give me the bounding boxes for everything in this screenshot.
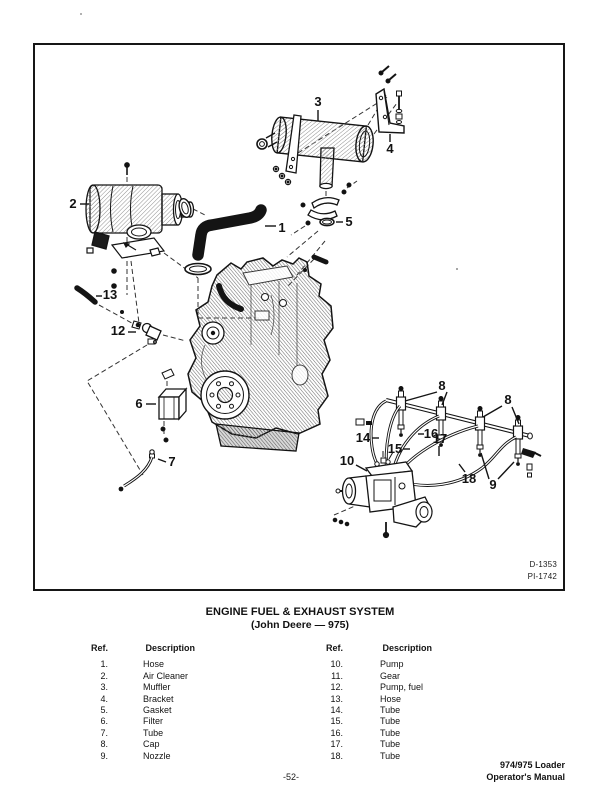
table-row (84, 751, 195, 762)
row-ref: 11. (331, 670, 343, 681)
row-ref: 15. (330, 716, 343, 727)
callout-5: 5 (345, 214, 353, 229)
row-ref: 1. (100, 659, 108, 670)
table-row (319, 682, 432, 693)
ref-header: Ref. (325, 643, 343, 653)
table-row (84, 705, 195, 716)
callout-13: 13 (102, 287, 118, 302)
callout-17: 17 (432, 431, 448, 446)
table-row (319, 716, 432, 727)
table-row (319, 694, 432, 705)
row-desc: Hose (380, 693, 402, 704)
table-header-right (319, 643, 432, 654)
table-header-left (84, 643, 195, 654)
manual-title-line2: Operator's Manual (486, 771, 565, 782)
table-row (319, 671, 432, 682)
parts-table-left (84, 643, 195, 762)
callout-9: 9 (489, 477, 497, 492)
callout-1: 1 (278, 220, 286, 235)
figure-title: ENGINE FUEL & EXHAUST SYSTEM (205, 606, 395, 618)
muffler-part (257, 115, 375, 189)
callout-15: 15 (387, 441, 403, 456)
table-row (84, 728, 195, 739)
nozzle-part (521, 448, 536, 458)
row-desc: Tube (380, 727, 401, 738)
callout-10: 10 (339, 453, 355, 468)
row-desc: Tube (380, 704, 401, 715)
manual-title-line1: 974/975 Loader (499, 760, 565, 770)
callout-2: 2 (69, 196, 77, 211)
figure-subtitle: (John Deere — 975) (250, 619, 350, 631)
row-ref: 4. (100, 693, 108, 704)
row-desc: Nozzle (143, 750, 171, 761)
row-ref: 3. (100, 682, 108, 693)
row-ref: 17. (330, 739, 343, 750)
exploded-parts-diagram (35, 45, 563, 589)
description-header: Description (145, 643, 196, 653)
air-cleaner-part (86, 163, 194, 249)
row-desc: Bracket (143, 693, 174, 704)
row-ref: 18. (330, 750, 343, 761)
row-desc: Filter (143, 716, 163, 727)
callout-16: 16 (423, 426, 439, 441)
row-ref: 16. (330, 727, 343, 738)
filter-part (159, 369, 186, 442)
callout-8a: 8 (438, 378, 446, 393)
row-desc: Hose (143, 659, 165, 670)
figure-code-top: D-1353 (529, 560, 557, 569)
table-row (319, 751, 432, 762)
row-ref: 10. (330, 659, 343, 670)
callout-3: 3 (314, 94, 322, 109)
table-row (84, 694, 195, 705)
row-desc: Air Cleaner (143, 670, 189, 681)
row-desc: Tube (380, 739, 401, 750)
row-ref: 7. (100, 727, 108, 738)
row-desc: Tube (380, 750, 401, 761)
row-desc: Pump, fuel (380, 682, 424, 693)
photocopy-speck (456, 268, 458, 270)
row-ref: 2. (100, 670, 108, 681)
engine-block (188, 257, 333, 451)
row-desc: Tube (143, 727, 164, 738)
table-row (319, 705, 432, 716)
table-row (319, 739, 432, 750)
parts-table-right (319, 643, 432, 762)
tube7-part (119, 450, 155, 492)
callout-14: 14 (355, 430, 371, 445)
table-row (84, 716, 195, 727)
row-desc: Muffler (143, 682, 171, 693)
row-ref: 8. (100, 739, 108, 750)
callout-7: 7 (168, 454, 176, 469)
table-row (84, 659, 195, 670)
figure-frame (33, 43, 565, 591)
page-number: -52- (283, 772, 300, 782)
row-ref: 13. (330, 693, 343, 704)
row-ref: 5. (100, 704, 108, 715)
row-ref: 12. (330, 682, 343, 693)
callout-12: 12 (110, 323, 126, 338)
exhaust-flange-clamp (301, 183, 351, 226)
photocopy-speck (80, 13, 82, 15)
row-desc: Gear (380, 670, 401, 681)
bracket-part (376, 66, 404, 133)
table-row (319, 728, 432, 739)
row-ref: 6. (100, 716, 108, 727)
row-ref: 14. (330, 704, 343, 715)
figure-codes (528, 559, 557, 583)
table-row (84, 739, 195, 750)
callout-18: 18 (461, 471, 477, 486)
description-header: Description (382, 643, 433, 653)
figure-code-bottom: PI-1742 (527, 572, 557, 581)
row-ref: 9. (100, 750, 108, 761)
row-desc: Tube (380, 716, 401, 727)
table-row (319, 659, 432, 670)
table-row (84, 671, 195, 682)
figure-title-block (0, 606, 600, 632)
callout-8b: 8 (504, 392, 512, 407)
ref-header: Ref. (90, 643, 108, 653)
callout-6: 6 (135, 396, 143, 411)
row-desc: Cap (143, 739, 160, 750)
row-desc: Pump (380, 659, 404, 670)
manual-title-block (486, 760, 565, 783)
callout-4: 4 (386, 141, 394, 156)
table-row (84, 682, 195, 693)
row-desc: Gasket (143, 704, 172, 715)
